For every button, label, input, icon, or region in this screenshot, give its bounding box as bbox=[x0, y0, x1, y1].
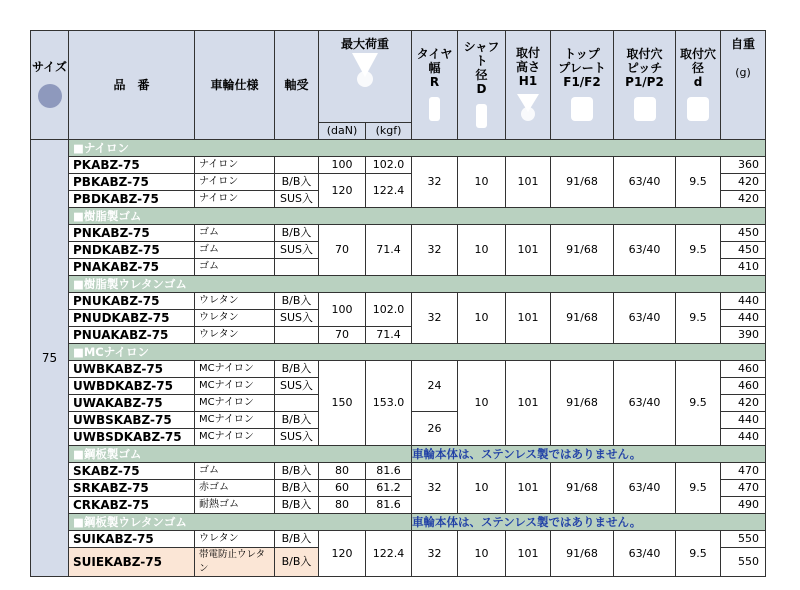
part-number[interactable]: UWBKABZ-75 bbox=[69, 361, 195, 378]
hole-diameter: 9.5 bbox=[676, 361, 721, 446]
bearing: SUS入 bbox=[275, 191, 319, 208]
weight: 460 bbox=[721, 378, 766, 395]
hole-pitch-header: 取付穴 ピッチ P1/P2 bbox=[614, 31, 676, 140]
weight: 490 bbox=[721, 497, 766, 514]
weight: 410 bbox=[721, 259, 766, 276]
load-dan: 80 bbox=[319, 463, 366, 480]
wheel-spec: ゴム bbox=[195, 225, 275, 242]
load-dan: 70 bbox=[319, 225, 366, 276]
load-kgf: 81.6 bbox=[366, 497, 412, 514]
wheel-spec: ウレタン bbox=[195, 310, 275, 327]
wheel-spec: 帯電防止ウレタン bbox=[195, 548, 275, 577]
part-number[interactable]: UWBSKABZ-75 bbox=[69, 412, 195, 429]
shaft-diameter: 10 bbox=[458, 293, 506, 344]
mount-height: 101 bbox=[506, 463, 551, 514]
top-plate: 91/68 bbox=[551, 157, 614, 208]
category-steel-urethane: ■鋼板製ウレタンゴム bbox=[69, 514, 412, 531]
category-resin-rubber: ■樹脂製ゴム bbox=[69, 208, 766, 225]
hole-pitch: 63/40 bbox=[614, 225, 676, 276]
load-kgf: 122.4 bbox=[366, 174, 412, 208]
category-mc-nylon: ■MCナイロン bbox=[69, 344, 766, 361]
top-plate-header: トップ プレート F1/F2 bbox=[551, 31, 614, 140]
part-number-header: 品 番 bbox=[69, 31, 195, 140]
shaft-diameter: 10 bbox=[458, 463, 506, 514]
wheel-spec-header: 車輪仕様 bbox=[195, 31, 275, 140]
mount-height: 101 bbox=[506, 361, 551, 446]
wheel-load-icon bbox=[350, 51, 380, 89]
part-number[interactable]: PNKABZ-75 bbox=[69, 225, 195, 242]
table-row bbox=[31, 531, 766, 548]
bearing: B/B入 bbox=[275, 531, 319, 548]
size-value: 75 bbox=[31, 140, 69, 577]
tire-width-icon bbox=[429, 97, 440, 121]
size-circle-icon bbox=[38, 84, 62, 108]
mount-height: 101 bbox=[506, 157, 551, 208]
hole-diameter: 9.5 bbox=[676, 531, 721, 577]
hole-diameter: 9.5 bbox=[676, 293, 721, 344]
note-steel-urethane: 車輪本体は、ステンレス製ではありません。 bbox=[412, 514, 766, 531]
table-row bbox=[31, 157, 766, 174]
weight: 550 bbox=[721, 548, 766, 577]
size-header: サイズ bbox=[31, 31, 69, 140]
bearing: B/B入 bbox=[275, 412, 319, 429]
shaft-diameter: 10 bbox=[458, 157, 506, 208]
tire-width: 32 bbox=[412, 293, 458, 344]
wheel-spec: ナイロン bbox=[195, 191, 275, 208]
load-kgf: 71.4 bbox=[366, 327, 412, 344]
wheel-spec: ゴム bbox=[195, 259, 275, 276]
part-number[interactable]: UWAKABZ-75 bbox=[69, 395, 195, 412]
hole-pitch: 63/40 bbox=[614, 531, 676, 577]
max-load-header: 最大荷重 bbox=[319, 31, 412, 123]
part-number[interactable]: SUIKABZ-75 bbox=[69, 531, 195, 548]
wheel-spec: MCナイロン bbox=[195, 378, 275, 395]
part-number[interactable]: SUIEKABZ-75 bbox=[69, 548, 195, 577]
hole-icon bbox=[687, 97, 709, 121]
hole-pitch: 63/40 bbox=[614, 361, 676, 446]
tire-width: 32 bbox=[412, 157, 458, 208]
part-number[interactable]: PBDKABZ-75 bbox=[69, 191, 195, 208]
top-plate: 91/68 bbox=[551, 361, 614, 446]
bearing: B/B入 bbox=[275, 463, 319, 480]
shaft-diameter-header: シャフト 径 D bbox=[458, 31, 506, 140]
mount-height: 101 bbox=[506, 293, 551, 344]
wheel-spec: ウレタン bbox=[195, 327, 275, 344]
weight: 470 bbox=[721, 463, 766, 480]
part-number[interactable]: CRKABZ-75 bbox=[69, 497, 195, 514]
mount-height: 101 bbox=[506, 531, 551, 577]
bearing bbox=[275, 327, 319, 344]
weight: 440 bbox=[721, 412, 766, 429]
load-kgf: 71.4 bbox=[366, 225, 412, 276]
hole-diameter: 9.5 bbox=[676, 463, 721, 514]
caster-spec-table bbox=[30, 30, 766, 577]
table-row bbox=[31, 293, 766, 310]
table-row bbox=[31, 463, 766, 480]
part-number[interactable]: PBKABZ-75 bbox=[69, 174, 195, 191]
hole-pitch: 63/40 bbox=[614, 463, 676, 514]
top-plate: 91/68 bbox=[551, 463, 614, 514]
pitch-icon bbox=[634, 97, 656, 121]
part-number[interactable]: PNUAKABZ-75 bbox=[69, 327, 195, 344]
tire-width: 32 bbox=[412, 225, 458, 276]
load-dan: 100 bbox=[319, 157, 366, 174]
load-kgf: 122.4 bbox=[366, 531, 412, 577]
weight: 450 bbox=[721, 242, 766, 259]
category-steel-rubber: ■鋼板製ゴム bbox=[69, 446, 412, 463]
spec-table-wrapper bbox=[30, 30, 766, 577]
bearing: B/B入 bbox=[275, 497, 319, 514]
table-row bbox=[31, 225, 766, 242]
bearing bbox=[275, 157, 319, 174]
top-plate: 91/68 bbox=[551, 225, 614, 276]
wheel-spec: ウレタン bbox=[195, 531, 275, 548]
wheel-spec: MCナイロン bbox=[195, 429, 275, 446]
load-kgf: 102.0 bbox=[366, 293, 412, 327]
wheel-spec: MCナイロン bbox=[195, 361, 275, 378]
weight: 420 bbox=[721, 191, 766, 208]
part-number[interactable]: PNDKABZ-75 bbox=[69, 242, 195, 259]
hole-pitch: 63/40 bbox=[614, 157, 676, 208]
part-number[interactable]: PNUDKABZ-75 bbox=[69, 310, 195, 327]
weight: 460 bbox=[721, 361, 766, 378]
bearing: B/B入 bbox=[275, 480, 319, 497]
plate-icon bbox=[571, 97, 593, 121]
bearing: SUS入 bbox=[275, 310, 319, 327]
bearing: B/B入 bbox=[275, 225, 319, 242]
load-dan: 80 bbox=[319, 497, 366, 514]
bearing: SUS入 bbox=[275, 378, 319, 395]
tire-width: 32 bbox=[412, 463, 458, 514]
weight: 450 bbox=[721, 225, 766, 242]
bearing: B/B入 bbox=[275, 293, 319, 310]
wheel-spec: MCナイロン bbox=[195, 395, 275, 412]
bearing: SUS入 bbox=[275, 429, 319, 446]
note-steel-rubber: 車輪本体は、ステンレス製ではありません。 bbox=[412, 446, 766, 463]
weight: 550 bbox=[721, 531, 766, 548]
wheel-spec: MCナイロン bbox=[195, 412, 275, 429]
shaft-diameter: 10 bbox=[458, 225, 506, 276]
weight-header: 自重 (g) bbox=[721, 31, 766, 140]
tire-width: 32 bbox=[412, 531, 458, 577]
weight: 470 bbox=[721, 480, 766, 497]
wheel-spec: 耐熱ゴム bbox=[195, 497, 275, 514]
tire-width: 26 bbox=[412, 412, 458, 446]
shaft-diameter: 10 bbox=[458, 361, 506, 446]
load-kgf: 81.6 bbox=[366, 463, 412, 480]
wheel-spec: ウレタン bbox=[195, 293, 275, 310]
weight: 360 bbox=[721, 157, 766, 174]
hole-diameter: 9.5 bbox=[676, 157, 721, 208]
bearing: B/B入 bbox=[275, 548, 319, 577]
bearing: SUS入 bbox=[275, 242, 319, 259]
load-dan: 150 bbox=[319, 361, 366, 446]
tire-width: 24 bbox=[412, 361, 458, 412]
load-kgf-unit: (kgf) bbox=[366, 123, 412, 140]
shaft-diameter: 10 bbox=[458, 531, 506, 577]
mount-height: 101 bbox=[506, 225, 551, 276]
wheel-spec: ナイロン bbox=[195, 174, 275, 191]
hole-diameter-header: 取付穴 径 d bbox=[676, 31, 721, 140]
load-kgf: 61.2 bbox=[366, 480, 412, 497]
hole-diameter: 9.5 bbox=[676, 225, 721, 276]
hole-pitch: 63/40 bbox=[614, 293, 676, 344]
shaft-icon bbox=[476, 104, 487, 128]
load-dan: 70 bbox=[319, 327, 366, 344]
bearing-header: 軸受 bbox=[275, 31, 319, 140]
bearing bbox=[275, 259, 319, 276]
tire-width-header: タイヤ 幅 R bbox=[412, 31, 458, 140]
weight: 440 bbox=[721, 429, 766, 446]
part-number[interactable]: UWBDKABZ-75 bbox=[69, 378, 195, 395]
load-dan: 120 bbox=[319, 174, 366, 208]
category-nylon: ■ナイロン bbox=[69, 140, 766, 157]
load-dan-unit: (daN) bbox=[319, 123, 366, 140]
wheel-spec: ナイロン bbox=[195, 157, 275, 174]
height-icon bbox=[515, 92, 541, 122]
part-number[interactable]: PNAKABZ-75 bbox=[69, 259, 195, 276]
weight: 420 bbox=[721, 395, 766, 412]
table-row bbox=[31, 361, 766, 378]
weight: 420 bbox=[721, 174, 766, 191]
category-resin-urethane: ■樹脂製ウレタンゴム bbox=[69, 276, 766, 293]
wheel-spec: ゴム bbox=[195, 463, 275, 480]
bearing bbox=[275, 395, 319, 412]
weight: 390 bbox=[721, 327, 766, 344]
load-kgf: 153.0 bbox=[366, 361, 412, 446]
part-number[interactable]: SRKABZ-75 bbox=[69, 480, 195, 497]
part-number[interactable]: SKABZ-75 bbox=[69, 463, 195, 480]
load-dan: 100 bbox=[319, 293, 366, 327]
weight: 440 bbox=[721, 310, 766, 327]
top-plate: 91/68 bbox=[551, 293, 614, 344]
load-kgf: 102.0 bbox=[366, 157, 412, 174]
bearing: B/B入 bbox=[275, 361, 319, 378]
load-dan: 120 bbox=[319, 531, 366, 577]
bearing: B/B入 bbox=[275, 174, 319, 191]
top-plate: 91/68 bbox=[551, 531, 614, 577]
load-dan: 60 bbox=[319, 480, 366, 497]
wheel-spec: ゴム bbox=[195, 242, 275, 259]
part-number[interactable]: PNUKABZ-75 bbox=[69, 293, 195, 310]
part-number[interactable]: PKABZ-75 bbox=[69, 157, 195, 174]
part-number[interactable]: UWBSDKABZ-75 bbox=[69, 429, 195, 446]
weight: 440 bbox=[721, 293, 766, 310]
mount-height-header: 取付 高さ H1 bbox=[506, 31, 551, 140]
wheel-spec: 赤ゴム bbox=[195, 480, 275, 497]
